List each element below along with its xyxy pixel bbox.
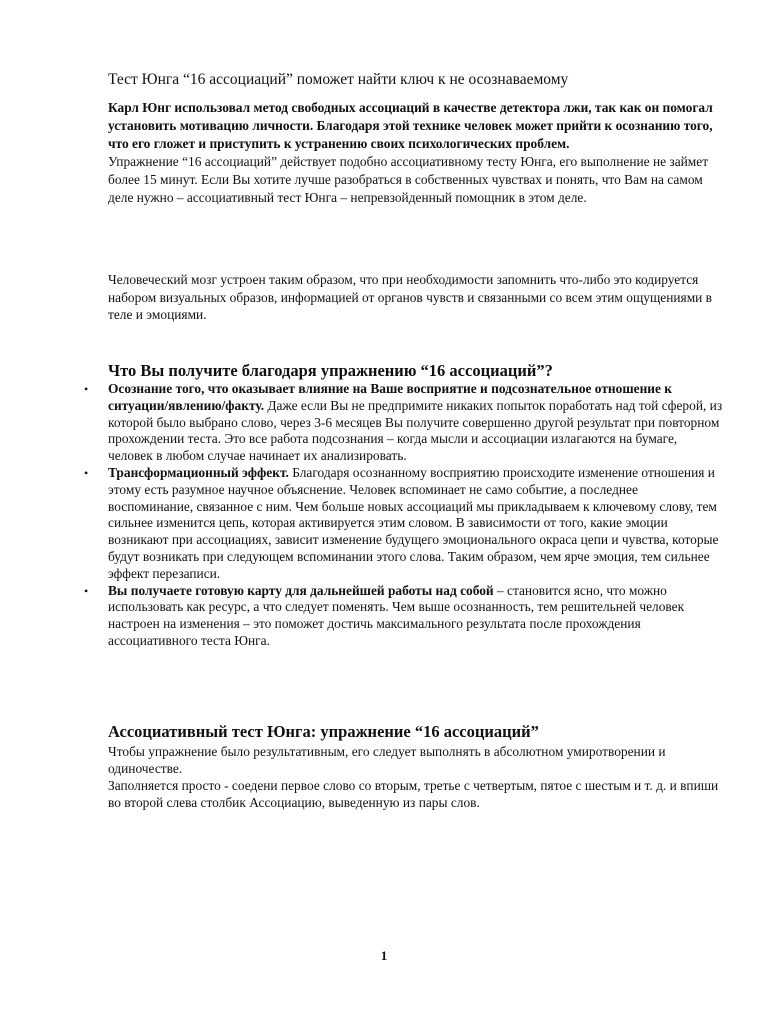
list-item	[84, 464, 723, 583]
list-item-bold: Трансформационный эффект.	[108, 464, 289, 480]
list-item-bold: Осознание того, что оказывает влияние на Ваше восприятие и подсознательное отношение к ситуации/явлению/факту.	[108, 381, 673, 413]
section-heading-test: Ассоциативный тест Юнга: упражнение “16 ассоциаций”	[108, 722, 539, 741]
instructions-paragraph-1: Чтобы упражнение было результативным, его следует выполнять в абсолютном умиротворении и одиночестве.	[108, 744, 666, 776]
intro-bold-text: Карл Юнг использовал метод свободных ассоциаций в качестве детектора лжи, так как он помогал установить мотивацию личности. Благодаря этой технике человек может прийти к осознанию того, что его гложет и приступить к устранению своих психологических проблем.	[108, 100, 713, 151]
list-item-text: Даже если Вы не предпримите никаких попыток поработать над той сферой, из которой было выбрано слово, через 3-6 месяцев Вы получите совершенно другой результат при повторном прохождении теста. Это все работа подсознания – когда мысли и ассоциации излагаются на бумаге, человек в любом случае начинает их анализировать.	[108, 397, 723, 464]
brain-paragraph: Человеческий мозг устроен таким образом, что при необходимости запомнить что-либо это кодируется набором визуальных образов, информацией от органов чувств и связанными со всем этим ощущениями в теле и эмоциями.	[108, 272, 713, 322]
list-item-bold: Вы получаете готовую карту для дальнейшей работы над собой	[108, 582, 494, 598]
bullet-icon: •	[84, 465, 89, 480]
instructions-paragraph-2: Заполняется просто - соедени первое слово со вторым, третье с четвертым, пятое с шестым и т. д. и впиши во второй слева столбик Ассоциацию, выведенную из пары слов.	[108, 778, 719, 810]
intro-bold-paragraph	[108, 99, 728, 153]
bullet-icon: •	[84, 382, 89, 396]
intro-paragraph: Упражнение “16 ассоциаций” действует подобно ассоциативному тесту Юнга, его выполнение не займет более 15 минут. Если Вы хотите лучше разобраться в собственных чувствах и понять, что Вам на самом деле нужно – ассоциативный тест Юнга – непревзойденный помощник в этом деле.	[108, 154, 709, 205]
bullet-icon: •	[84, 583, 89, 598]
list-item-text: – становится ясно, что можно использовать как ресурс, а что следует поменять. Чем выше осознанность, тем решительней человек настроен на изменения – это поможет достичь максимального результата после прохождения ассоциативного теста Юнга.	[108, 582, 685, 648]
list-item	[84, 381, 723, 465]
intro-block	[108, 99, 728, 207]
section-heading-benefits: Что Вы получите благодаря упражнению “16 ассоциаций”?	[108, 361, 553, 380]
benefits-list	[84, 381, 723, 650]
test-instructions	[108, 743, 723, 811]
list-item	[84, 582, 723, 650]
list-item-text: Благодаря осознанному восприятию происходите изменение отношения и этому есть разумное научное объяснение. Человек вспоминает не само событие, а последнее воспоминание, связанное с ним. Чем больше новых ассоциаций мы прикладываем к ключевому слову, тем сильнее изменится цепь, которая активируется этим словом. В зависимости от того, какие эмоции возникают при ассоциациях, зависит изменение будущего эмоционального окраса цепи и чувства, которые будут возникать при следующем вспоминании этого слова. Таким образом, чем ярче эмоция, тем сильнее эффект перезаписи.	[108, 464, 719, 581]
page-number: 1	[380, 948, 388, 963]
document-title: Тест Юнга “16 ассоциаций” поможет найти ключ к не осознаваемому	[108, 71, 569, 88]
